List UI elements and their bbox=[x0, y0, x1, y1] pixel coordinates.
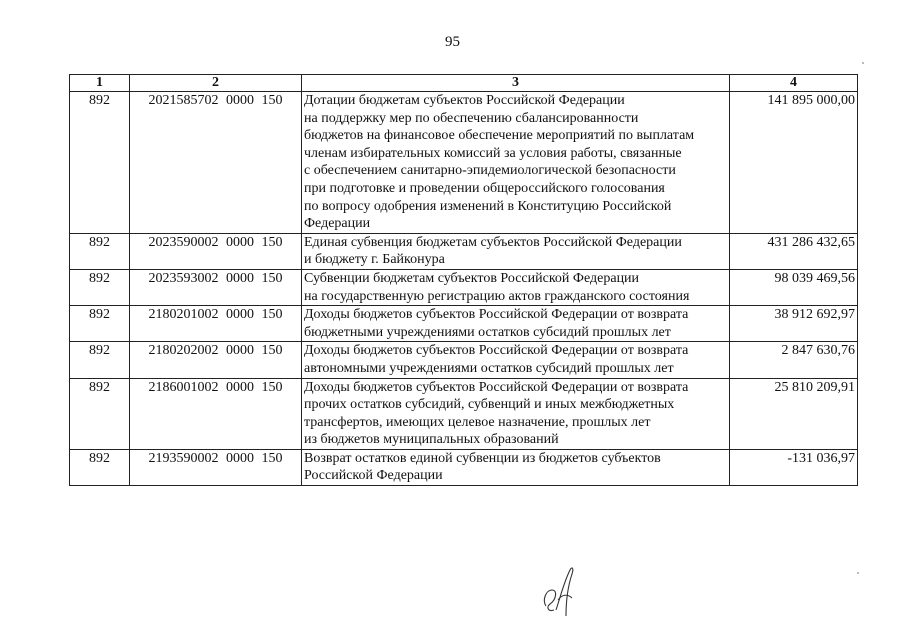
description-cell bbox=[302, 233, 730, 269]
description-line: по вопросу одобрения изменений в Конституцию Российской bbox=[304, 198, 672, 214]
table-header bbox=[70, 75, 858, 92]
table-row bbox=[70, 342, 858, 378]
description-line: Доходы бюджетов субъектов Российской Федерации от возврата bbox=[304, 379, 689, 395]
budget-code-cell: 2193590002 0000 150 bbox=[130, 449, 302, 485]
description-line: Единая субвенция бюджетам субъектов Российской Федерации bbox=[304, 234, 682, 250]
table-row bbox=[70, 92, 858, 234]
scan-mark bbox=[857, 572, 859, 574]
budget-code-cell: 2180201002 0000 150 bbox=[130, 306, 302, 342]
description-line: Возврат остатков единой субвенции из бюджетов субъектов bbox=[304, 450, 661, 466]
description-cell bbox=[302, 92, 730, 234]
description-cell bbox=[302, 269, 730, 305]
description-line: с обеспечением санитарно-эпидемиологической безопасности bbox=[304, 163, 676, 179]
description-line: бюджетными учреждениями остатков субсидий прошлых лет bbox=[304, 324, 671, 340]
scan-mark bbox=[862, 62, 864, 64]
header-row bbox=[70, 75, 858, 92]
budget-table bbox=[69, 74, 858, 486]
admin-code-cell: 892 bbox=[70, 233, 130, 269]
admin-code-cell: 892 bbox=[70, 378, 130, 449]
description-line: и бюджету г. Байконура bbox=[304, 252, 445, 268]
table-row bbox=[70, 306, 858, 342]
page-number: 95 bbox=[445, 34, 460, 50]
amount-cell: 38 912 692,97 bbox=[730, 306, 858, 342]
admin-code-cell: 892 bbox=[70, 306, 130, 342]
description-line: членам избирательных комиссий за условия работы, связанные bbox=[304, 145, 682, 161]
description-cell bbox=[302, 306, 730, 342]
admin-code-cell: 892 bbox=[70, 449, 130, 485]
table-row bbox=[70, 233, 858, 269]
description-line: Федерации bbox=[304, 216, 371, 232]
budget-code-cell: 2186001002 0000 150 bbox=[130, 378, 302, 449]
amount-cell: 431 286 432,65 bbox=[730, 233, 858, 269]
amount-cell: 2 847 630,76 bbox=[730, 342, 858, 378]
description-line: Субвенции бюджетам субъектов Российской Федерации bbox=[304, 270, 640, 286]
amount-cell: 25 810 209,91 bbox=[730, 378, 858, 449]
description-line: трансфертов, имеющих целевое назначение, прошлых лет bbox=[304, 414, 651, 430]
description-cell bbox=[302, 342, 730, 378]
header-col-1: 1 bbox=[70, 75, 130, 92]
header-col-2: 2 bbox=[130, 75, 302, 92]
budget-code-cell: 2023590002 0000 150 bbox=[130, 233, 302, 269]
table-row bbox=[70, 269, 858, 305]
description-line: при подготовке и проведении общероссийского голосования bbox=[304, 180, 665, 196]
description-line: Российской Федерации bbox=[304, 468, 443, 484]
admin-code-cell: 892 bbox=[70, 342, 130, 378]
table-row bbox=[70, 449, 858, 485]
table-row bbox=[70, 378, 858, 449]
description-line: автономными учреждениями остатков субсидий прошлых лет bbox=[304, 360, 674, 376]
description-line: из бюджетов муниципальных образований bbox=[304, 432, 559, 448]
budget-code-cell: 2021585702 0000 150 bbox=[130, 92, 302, 234]
description-line: прочих остатков субсидий, субвенций и иных межбюджетных bbox=[304, 397, 675, 413]
description-cell bbox=[302, 449, 730, 485]
description-line: бюджетов на финансовое обеспечение мероприятий по выплатам bbox=[304, 128, 695, 144]
description-line: Доходы бюджетов субъектов Российской Федерации от возврата bbox=[304, 343, 689, 359]
description-line: Дотации бюджетам субъектов Российской Федерации bbox=[304, 93, 625, 108]
amount-cell: -131 036,97 bbox=[730, 449, 858, 485]
description-line: на государственную регистрацию актов гражданского состояния bbox=[304, 288, 690, 304]
header-col-3: 3 bbox=[302, 75, 730, 92]
header-col-4: 4 bbox=[730, 75, 858, 92]
admin-code-cell: 892 bbox=[70, 92, 130, 234]
description-cell bbox=[302, 378, 730, 449]
amount-cell: 98 039 469,56 bbox=[730, 269, 858, 305]
budget-code-cell: 2180202002 0000 150 bbox=[130, 342, 302, 378]
table-body bbox=[70, 92, 858, 486]
description-line: Доходы бюджетов субъектов Российской Федерации от возврата bbox=[304, 307, 689, 323]
budget-code-cell: 2023593002 0000 150 bbox=[130, 269, 302, 305]
handwritten-signature-icon bbox=[540, 560, 580, 620]
amount-cell: 141 895 000,00 bbox=[730, 92, 858, 234]
description-line: на поддержку мер по обеспечению сбалансированности bbox=[304, 110, 639, 126]
admin-code-cell: 892 bbox=[70, 269, 130, 305]
